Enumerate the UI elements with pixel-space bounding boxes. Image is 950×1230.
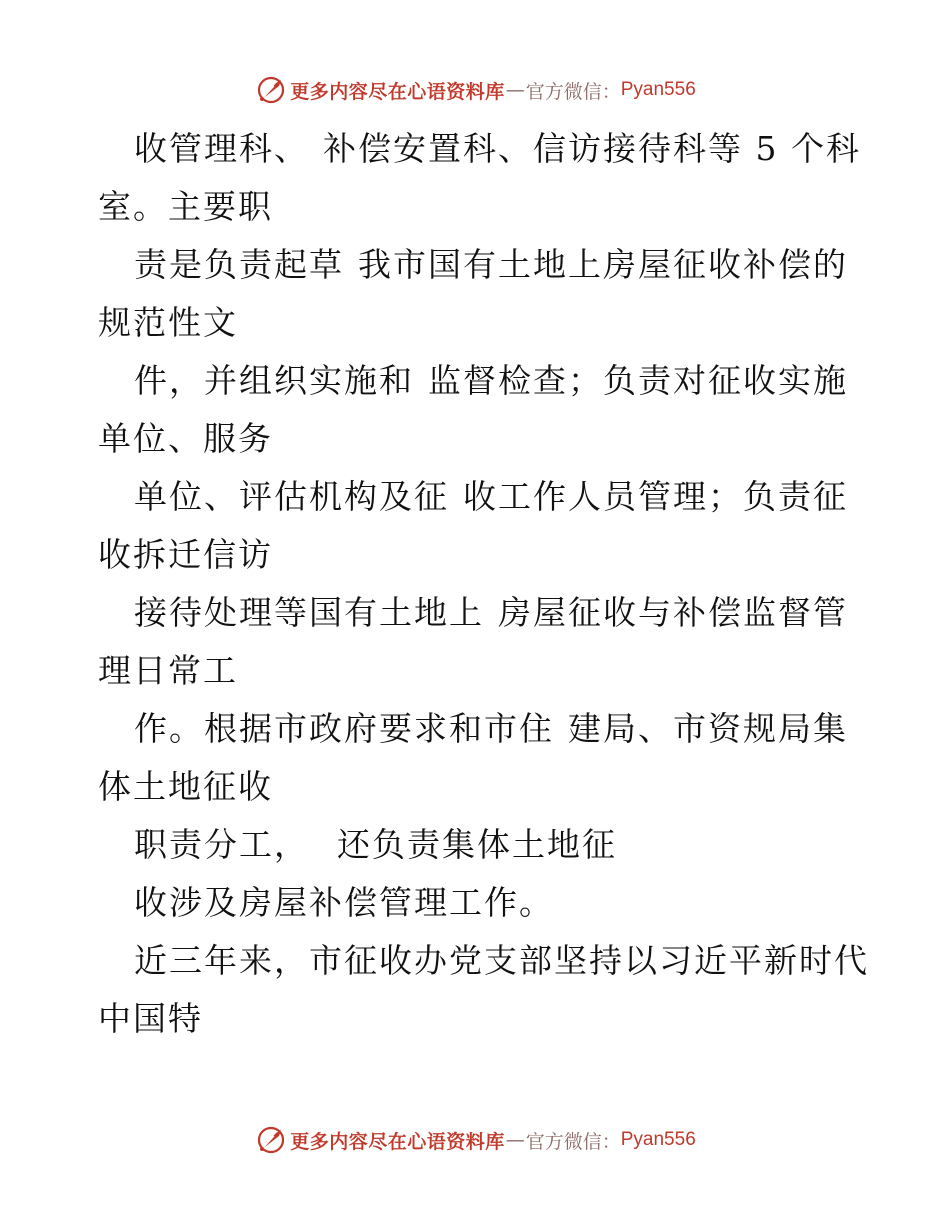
banner-dash: —: [505, 79, 525, 101]
header-watermark-banner: [0, 68, 950, 112]
text-line: 接待处理等国有土地上 房屋征收与补偿监督管: [134, 593, 848, 632]
footer-watermark-banner: [0, 1118, 950, 1162]
text-line: 收管理科、 补偿安置科、信访接待科等 5 个科: [134, 129, 861, 168]
text-line: 作。根据市政府要求和市住 建局、市资规局集: [134, 709, 848, 748]
text-line: 室。主要职: [98, 187, 273, 226]
text-line: 规范性文: [98, 303, 238, 342]
banner-dash: —: [505, 1129, 525, 1151]
text-line: 近三年来，市征收办党支部坚持以习近平新时代: [134, 941, 869, 980]
text-line: 中国特: [98, 999, 203, 1038]
text-line: 职责分工， 还负责集体土地征: [134, 825, 617, 864]
banner-wechat-id: Pyan556: [620, 79, 696, 100]
feather-pen-logo-icon: [254, 1123, 288, 1157]
banner-brand-text: 更多内容尽在心语资料库: [290, 80, 505, 103]
banner-wechat-label: 官方微信：: [525, 1130, 621, 1153]
text-line: 单位、评估机构及征 收工作人员管理；负责征: [134, 477, 848, 516]
feather-pen-logo-icon: [254, 73, 288, 107]
text-line: 收涉及房屋补偿管理工作。: [134, 883, 554, 922]
text-line: 件，并组织实施和 监督检查；负责对征收实施: [134, 361, 848, 400]
text-line: 责是负责起草 我市国有土地上房屋征收补偿的: [134, 245, 848, 284]
banner-brand-text: 更多内容尽在心语资料库: [290, 1130, 505, 1153]
banner-wechat-id: Pyan556: [620, 1129, 696, 1150]
text-line: 收拆迁信访: [98, 535, 273, 574]
text-line: 体土地征收: [98, 767, 273, 806]
text-line: 理日常工: [98, 651, 238, 690]
text-line: 单位、服务: [98, 419, 273, 458]
document-body: [98, 120, 869, 1048]
banner-wechat-label: 官方微信：: [525, 80, 621, 103]
